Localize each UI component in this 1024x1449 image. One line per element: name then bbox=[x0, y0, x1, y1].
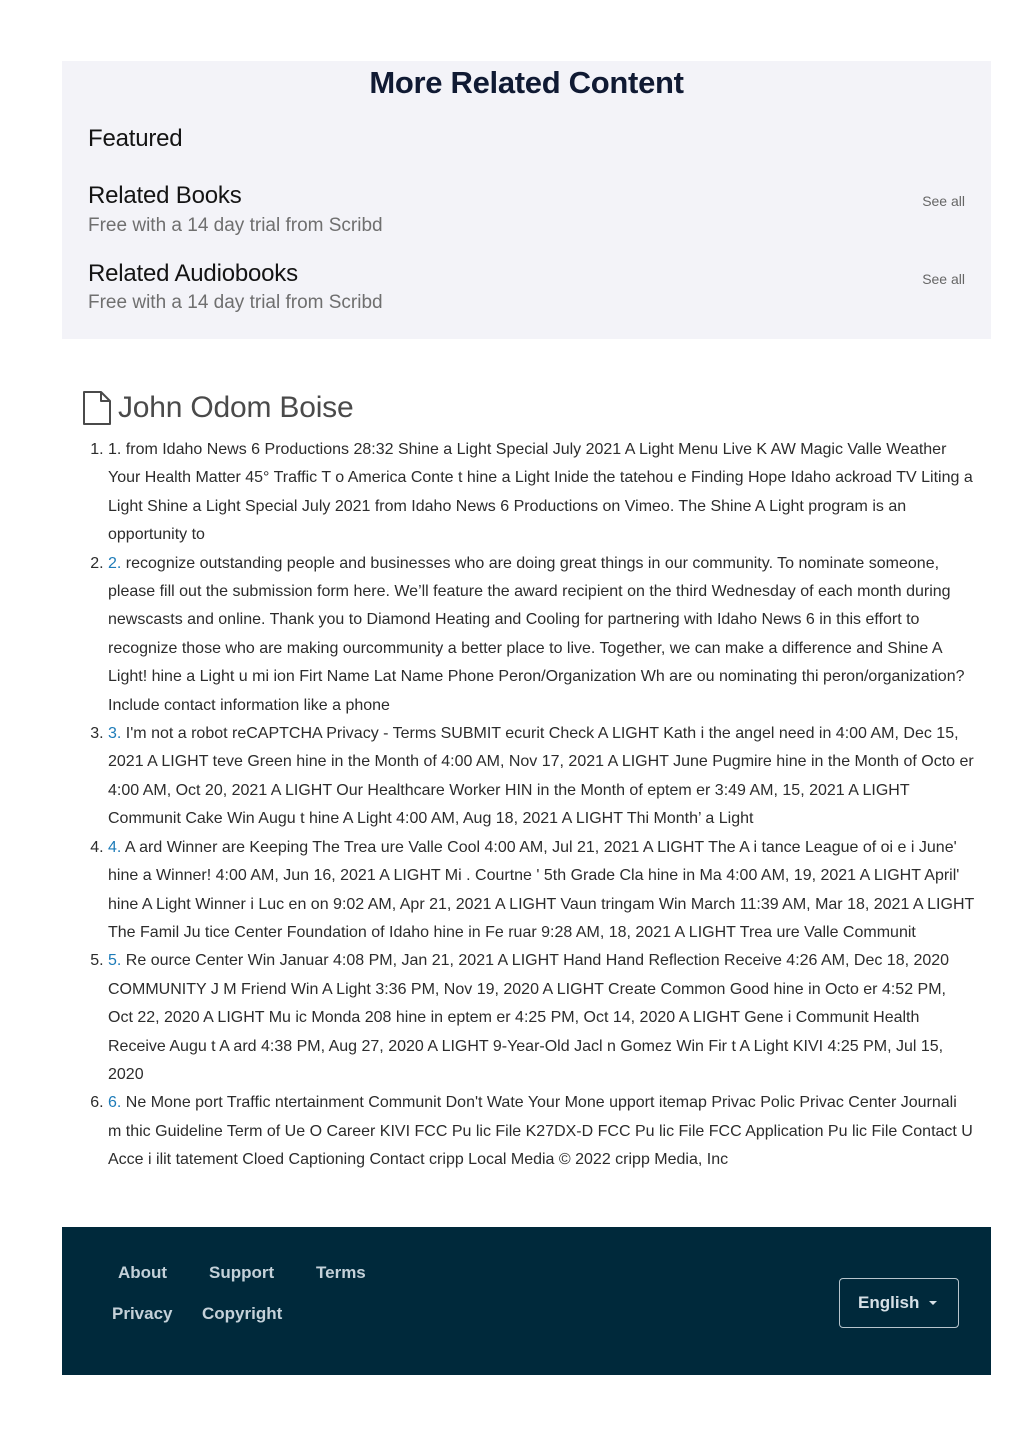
footer-privacy-link[interactable]: Privacy bbox=[112, 1304, 173, 1323]
list-item bbox=[108, 834, 974, 948]
related-audiobooks-subtitle: Free with a 14 day trial from Scribd bbox=[88, 292, 383, 313]
footer-about-link[interactable]: About bbox=[118, 1263, 168, 1282]
page-text: A ard Winner are Keeping The Trea ure Valle Cool 4:00 AM, Jul 21, 2021 A LIGHT The A i tance League of oi e i June' hine a Winner! 4:00 AM, Jun 16, 2021 A LIGHT Mi . Courtne ' 5th Grade Cla hine in Ma 4:00 AM, 19, 2021 A LIGHT April' hine A Light Winner i Luc en on 9:02 AM, Apr 21, 2021 A LIGHT Vaun tringam Win March 11:39 AM, Mar 18, 2021 A LIGHT The Famil Ju tice Center Foundation of Idaho hine in Fe ruar 9:28 AM, 18, 2021 A LIGHT Trea ure Valle Communit bbox=[108, 838, 974, 941]
related-content-title: More Related Content bbox=[369, 65, 684, 100]
page-text: recognize outstanding people and businesses who are doing great things in our community. To nominate someone, please fill out the submission form here. We’ll feature the award recipient on the third Wednesday of each month during newscasts and online. Thank you to Diamond Heating and Cooling for partnering with Idaho News 6 in this effort to recognize those who are making ourcommunity a better place to live. Together, we can make a difference and Shine A Light! hine a Light u mi ion Firt Name Lat Name Phone Peron/Organization Wh are ou nominating thi peron/organization? Include contact information like a phone bbox=[108, 554, 965, 714]
footer-support-link[interactable]: Support bbox=[209, 1263, 275, 1282]
language-select-button[interactable] bbox=[839, 1278, 959, 1328]
page-link[interactable]: 3. bbox=[108, 725, 122, 743]
related-books-see-all-link[interactable]: See all bbox=[922, 193, 965, 209]
list-item bbox=[108, 947, 974, 1089]
related-audiobooks-heading[interactable]: Related Audiobooks bbox=[88, 260, 298, 287]
document-heading bbox=[82, 388, 353, 428]
caret-down-icon bbox=[929, 1301, 937, 1305]
page-link[interactable]: 2. bbox=[108, 554, 122, 572]
page-link: 1. bbox=[108, 441, 122, 458]
page-link[interactable]: 5. bbox=[108, 952, 122, 970]
list-item bbox=[108, 720, 974, 834]
document-title: John Odom Boise bbox=[118, 391, 354, 424]
related-books-subtitle: Free with a 14 day trial from Scribd bbox=[88, 215, 383, 236]
related-content-panel bbox=[62, 61, 991, 339]
page-text: I'm not a robot reCAPTCHA Privacy - Terms SUBMIT ecurit Check A LIGHT Kath i the angel need in 4:00 AM, Dec 15, 2021 A LIGHT teve Green hine in the Month of 4:00 AM, Nov 17, 2021 A LIGHT June Pugmire hine in the Month of Octo er 4:00 AM, Oct 20, 2021 A LIGHT Our Healthcare Worker HIN in the Month of eptem er 3:49 AM, 15, 2021 A LIGHT Communit Cake Win Augu t hine A Light 4:00 AM, Aug 18, 2021 A LIGHT Thi Month’ a Light bbox=[108, 725, 974, 828]
site-footer bbox=[62, 1227, 991, 1375]
list-item bbox=[108, 436, 974, 550]
footer-terms-link[interactable]: Terms bbox=[316, 1263, 366, 1282]
page-text: Re ource Center Win Januar 4:08 PM, Jan 21, 2021 A LIGHT Hand Hand Reflection Receive 4:26 AM, Dec 18, 2020 COMMUNITY J M Friend Win A Light 3:36 PM, Nov 19, 2020 A LIGHT Create Common Good hine in Octo er 4:52 PM, Oct 22, 2020 A LIGHT Mu ic Monda 208 hine in eptem er 4:25 PM, Oct 14, 2020 A LIGHT Gene i Communit Health Receive Augu t A ard 4:38 PM, Aug 27, 2020 A LIGHT 9-Year-Old Jacl n Gomez Win Fir t A Light KIVI 4:25 PM, Jul 15, 2020 bbox=[108, 952, 950, 1083]
related-audiobooks-see-all-link[interactable]: See all bbox=[922, 271, 965, 287]
list-item bbox=[108, 1089, 974, 1174]
document-page-list bbox=[88, 436, 974, 1175]
document-icon bbox=[82, 391, 118, 425]
list-item bbox=[108, 550, 974, 720]
page-text: Ne Mone port Traffic ntertainment Communit Don't Wate Your Mone upport itemap Privac Polic Privac Center Journali m thic Guideline Term of Ue O Career KIVI FCC Pu lic File K27DX-D FCC Pu lic File FCC Application Pu lic File Contact U Acce i ilit tatement Cloed Captioning Contact cripp Local Media © 2022 cripp Media, Inc bbox=[108, 1094, 973, 1169]
featured-heading[interactable]: Featured bbox=[88, 125, 183, 152]
related-books-heading[interactable]: Related Books bbox=[88, 182, 242, 209]
language-label: English bbox=[858, 1293, 920, 1312]
page-link[interactable]: 4. bbox=[108, 838, 122, 856]
footer-copyright-link[interactable]: Copyright bbox=[202, 1304, 283, 1323]
page-text: from Idaho News 6 Productions 28:32 Shine a Light Special July 2021 A Light Menu Live K AW Magic Valle Weather Your Health Matter 45° Traffic T o America Conte t hine a Light Inide the tatehou e Finding Hope Idaho ackroad TV Liting a Light Shine a Light Special July 2021 from Idaho News 6 Productions on Vimeo. The Shine A Light program is an opportunity to bbox=[108, 441, 973, 544]
page-link[interactable]: 6. bbox=[108, 1094, 122, 1112]
